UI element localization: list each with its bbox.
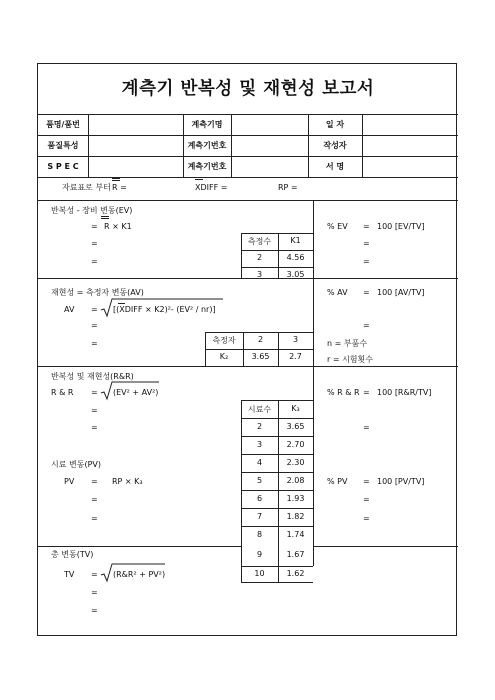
date-label: 일 자 [325, 120, 345, 129]
tv-formula: (R&R² + PV²) [113, 570, 166, 579]
divider [241, 454, 313, 455]
k3-cell: 1.67 [286, 550, 305, 559]
divider [38, 366, 458, 367]
av-eq: = [91, 339, 98, 348]
tv-name: TV [64, 570, 75, 579]
divider [241, 490, 313, 491]
ev-eq: = [91, 239, 98, 248]
k3-cell: 2.08 [286, 476, 305, 485]
ev-title: 반복성 - 장비 변동(EV) [51, 206, 133, 215]
k3-cell: 1.82 [286, 512, 305, 521]
rr-pct-formula: 100 [R&R/TV] [377, 388, 432, 397]
k2-cell: K₂ [219, 352, 229, 361]
av-pct-label: % AV [327, 288, 348, 297]
k3-header: 시료수 [247, 405, 272, 414]
av-formula: [(XDIFF × K2)²- (EV² / nr)] [113, 305, 216, 314]
av-name: AV [64, 305, 75, 314]
tv-title: 총 변동(TV) [51, 550, 94, 559]
divider [38, 114, 458, 115]
k1-cell: 2 [256, 253, 263, 262]
k1-cell: 3.05 [286, 270, 305, 279]
divider [241, 436, 313, 437]
report-page [37, 63, 457, 636]
tv-eq: = [91, 570, 98, 579]
divider [205, 349, 313, 350]
av-eq: = [91, 305, 98, 314]
ev-eq: = [91, 222, 98, 231]
k3-cell: 2.70 [286, 440, 305, 449]
k2-header: 측정자 [212, 336, 236, 345]
xdiff-label: XDIFF = [195, 183, 228, 192]
divider [241, 566, 313, 567]
pv-eq: = [91, 477, 98, 486]
tv-eq: = [91, 588, 98, 597]
spec-label: S P E C [47, 162, 79, 171]
gauge-number-label: 계측기번호 [187, 141, 227, 150]
k3-cell: 9 [256, 550, 263, 559]
pv-title: 시료 변동(PV) [51, 460, 101, 469]
divider [241, 250, 313, 251]
gauge-name-label: 계측기명 [191, 120, 223, 129]
k1-cell: 4.56 [286, 253, 305, 262]
divider [231, 114, 232, 177]
ev-pct-formula: 100 [EV/TV] [377, 222, 425, 231]
k3-cell: 1.93 [286, 494, 305, 503]
ev-eq: = [91, 257, 98, 266]
k3-cell: 6 [256, 494, 263, 503]
divider [38, 546, 241, 547]
k3-cell: 3.65 [286, 422, 305, 431]
pv-name: PV [64, 477, 75, 486]
ev-pct-label: % EV [327, 222, 348, 231]
k2-header: 3 [292, 335, 299, 344]
divider [362, 114, 363, 177]
k3-cell: 10 [254, 569, 265, 578]
divider [241, 267, 313, 268]
pv-eq: = [91, 495, 98, 504]
rr-eq: = [91, 388, 98, 397]
report-title: 계측기 반복성 및 재현성 보고서 [121, 79, 375, 99]
k3-cell: 4 [256, 458, 263, 467]
r-note: r = 시험횟수 [327, 355, 373, 364]
k3-cell: 5 [256, 476, 263, 485]
n-note: n = 부품수 [327, 339, 368, 348]
author-label: 작성자 [323, 141, 347, 150]
k3-cell: 3 [256, 440, 263, 449]
k3-cell: 7 [256, 512, 263, 521]
rr-title: 반복성 및 재현성(R&R) [51, 372, 134, 381]
pv-pct-label: % PV [327, 477, 348, 486]
rr-formula: (EV² + AV²) [113, 388, 159, 397]
divider [241, 418, 313, 419]
k3-cell: 2 [256, 422, 263, 431]
pv-eq: = [91, 514, 98, 523]
ev-pct-eq: = [363, 222, 370, 231]
k2-cell: 3.65 [251, 352, 270, 361]
divider [313, 546, 458, 547]
divider [241, 508, 313, 509]
pv-pct-formula: 100 [PV/TV] [377, 477, 425, 486]
rbar-label: R = [112, 183, 127, 192]
pv-formula: RP × K₃ [112, 477, 143, 486]
divider [88, 114, 89, 177]
gauge-number-label-2: 계측기번호 [187, 162, 227, 171]
rr-eq: = [91, 406, 98, 415]
quality-label: 품질특성 [47, 141, 79, 150]
av-pct-eq: = [363, 288, 370, 297]
rr-pct-eq: = [363, 423, 370, 432]
pv-pct-eq: = [363, 477, 370, 486]
k2-header: 2 [257, 335, 264, 344]
av-title: 재현성 = 측정자 변동(AV) [51, 288, 144, 297]
tv-eq: = [91, 606, 98, 615]
double-bar [101, 216, 109, 219]
rr-name: R & R [51, 388, 74, 397]
divider [241, 582, 313, 583]
divider [38, 177, 458, 178]
divider [38, 135, 458, 136]
pv-pct-eq: = [363, 495, 370, 504]
k3-header: K₃ [291, 404, 300, 413]
divider [241, 526, 313, 527]
rr-pct-eq: = [363, 388, 370, 397]
k3-cell: 1.62 [286, 569, 305, 578]
k3-cell: 1.74 [286, 530, 305, 539]
source-prefix: 자료표로 부터 [62, 183, 111, 192]
overbar [118, 303, 125, 304]
k1-header: K1 [290, 236, 301, 245]
rr-eq: = [91, 423, 98, 432]
divider [205, 332, 313, 333]
rr-pct-label: % R & R [327, 388, 360, 397]
divider [241, 400, 313, 401]
ev-pct-eq: = [363, 239, 370, 248]
ev-formula: R × K1 [104, 222, 132, 231]
k1-cell: 3 [256, 270, 263, 279]
k1-header: 측정수 [247, 237, 272, 246]
pv-pct-eq: = [363, 514, 370, 523]
av-eq: = [91, 321, 98, 330]
av-pct-formula: 100 [AV/TV] [377, 288, 425, 297]
product-label: 품명/품번 [46, 120, 80, 129]
sign-label: 서 명 [325, 162, 345, 171]
k2-cell: 2.7 [289, 352, 302, 361]
divider [313, 200, 314, 566]
rp-label: RP = [278, 183, 298, 192]
double-bar [112, 178, 120, 181]
k3-cell: 2.30 [286, 458, 305, 467]
divider [241, 233, 313, 234]
av-pct-eq: = [363, 321, 370, 330]
divider [38, 200, 458, 201]
k3-cell: 8 [256, 530, 263, 539]
divider [241, 472, 313, 473]
divider [38, 156, 458, 157]
ev-pct-eq: = [363, 257, 370, 266]
overbar [195, 179, 203, 180]
